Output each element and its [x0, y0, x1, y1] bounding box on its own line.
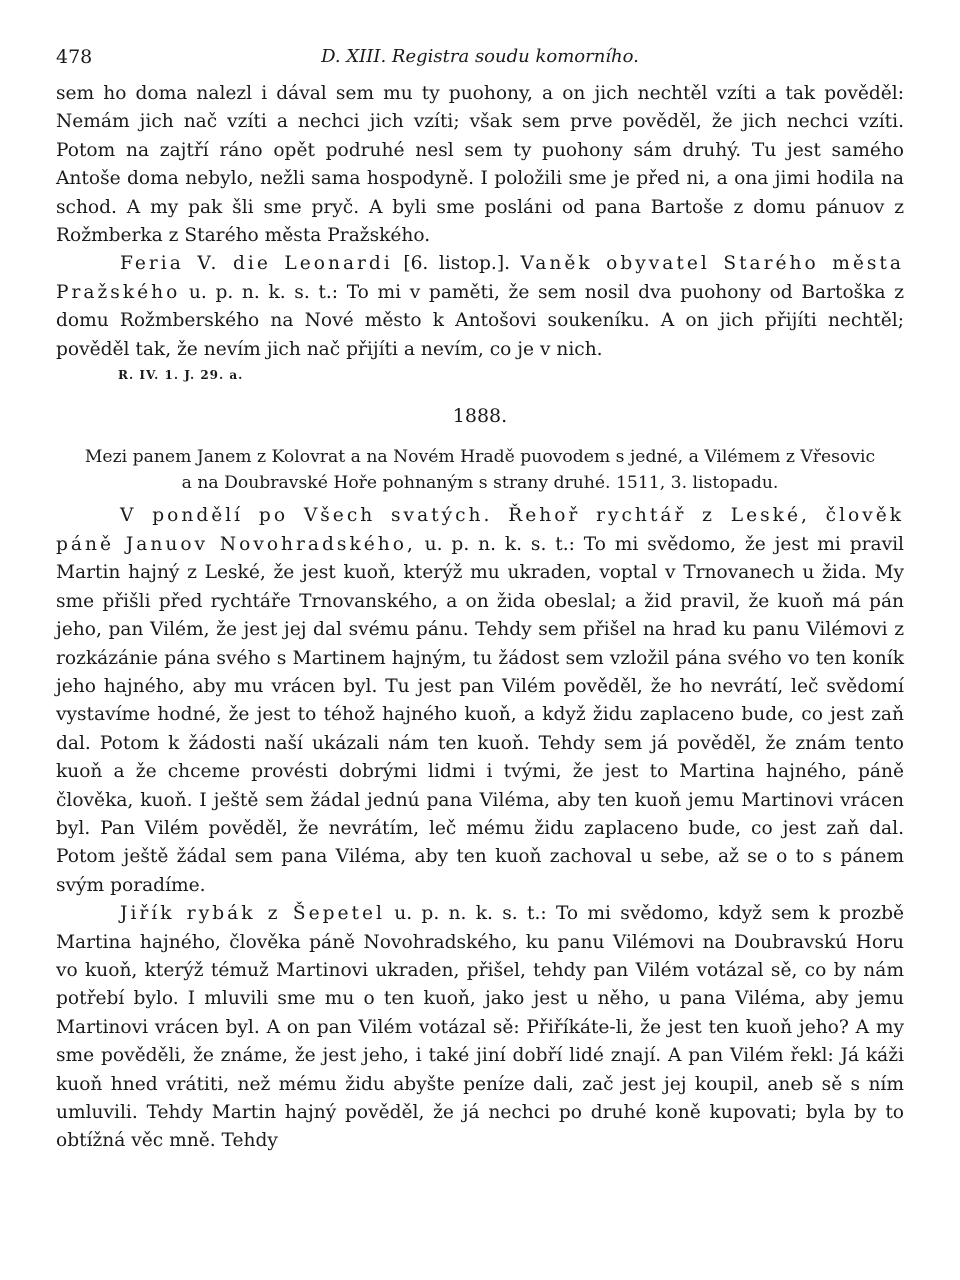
- page-header: [56, 40, 904, 80]
- regest-line: a na Doubravské Hoře pohnaným s strany druhé. 1511, 3. listopadu.: [181, 473, 779, 494]
- testimony-date: V pondělí po Všech svatých.: [120, 505, 493, 527]
- testimony-rehor: [56, 502, 904, 900]
- witness-name: Jiřík rybák z Šepetel: [120, 903, 385, 925]
- date-note: [6. listop.].: [392, 253, 521, 275]
- document-regest: [56, 444, 904, 496]
- testimony-vanek: [56, 250, 904, 364]
- document-number: 1888.: [452, 405, 508, 428]
- testimony-date: Feria V. die Leonardi: [120, 253, 393, 275]
- running-head: D. XIII. Registra soudu komorního.: [321, 46, 639, 67]
- body-text: [56, 80, 904, 1156]
- regest-line: Mezi panem Janem z Kolovrat a na Novém Hradě puovodem s jedné, a Vilémem z Vřesovic: [84, 447, 876, 468]
- testimony-text: u. p. n. k. s. t.: To mi v paměti, že sem nosil dva puohony od Bartoška z domu Rožmberského na Nové město k Antošovi soukeníku. A on jich přijíti nechtěl; pověděl tak, že nevím jich nač přijíti a nevím, co je v nich.: [56, 281, 904, 360]
- testimony-jirik: [56, 900, 904, 1156]
- document-page: [56, 40, 904, 1156]
- page-number: 478: [56, 46, 93, 68]
- witness-name: Vaněk obyvatel Starého města Pražského: [56, 253, 904, 303]
- witness-name: Řehoř rychtář z Leské, člověk páně Januov Novohradského,: [56, 505, 905, 555]
- source-reference: R. IV. 1. J. 29. a.: [118, 368, 244, 383]
- testimony-text: u. p. n. k. s. t.: To mi svědomo, že jest mi pravil Martin hajný z Leské, že jest kuoň, kterýž mu ukraden, voptal v Trnovanech u žida. My sme přišli před rychtáře Trnovanského, a on žida obeslal; a žid pravil, že kuoň má pán jeho, pan Vilém, že jest jej dal svému pánu. Tehdy sem přišel na hrad ku panu Vilémovi z rozkázánie pána svého s Martinem hajným, tu žádost sem vzložil pána svého vo ten koník jeho hajného, aby mu vrácen byl. Tu jest pan Vilém pověděl, že ho nevrátí, leč svědomí vystavíme hodné, že jest to téhož hajného kuoň, a když židu zaplaceno bude, co jest zaň dal. Potom k žádosti naší ukázali nám ten kuoň. Tehdy sem já pověděl, že znám tento kuoň a že chceme provésti dobrými lidmi i tvými, že jest to Martina hajného, páně člověka, kuoň. I ještě sem žádal jednú pana Viléma, aby ten kuoň jemu Martinovi vrácen byl. Pan Vilém pověděl, že nevrátím, leč mému židu zaplaceno bude, co jest zaň dal. Potom ještě žádal sem pana Viléma, aby ten kuoň zachoval u sebe, až se o to s pánem svým poradíme.: [56, 533, 905, 896]
- testimony-text: u. p. n. k. s. t.: To mi svědomo, když sem k prozbě Martina hajného, člověka páně Novohradského, ku panu Vilémovi na Doubravskú Horu vo kuoň, kterýž témuž Martinovi ukraden, přišel, tehdy pan Vilém votázal sě, co by nám potřebí bylo. I mluvili sme mu o ten kuoň, jako jest u něho, u pana Viléma, aby jemu Martinovi vrácen byl. A on pan Vilém votázal sě: Přiříkáte-li, že jest ten kuoň jeho? A my sme pověděli, že známe, že jest jeho, i také jiní dobří lidé znají. A pan Vilém řekl: Já káži kuoň hned vrátiti, než mému židu abyšte peníze dali, zač jest jej koupil, aneb sě s ním umluvili. Tehdy Martin hajný pověděl, že já nechci po druhé koně kupovati; byla by to obtížná věc mně. Tehdy: [56, 903, 904, 1152]
- continuation-paragraph: sem ho doma nalezl i dával sem mu ty puohony, a on jich nechtěl vzíti a tak pověděl: Nemám jich nač vzíti a nechci jich vzíti; však sem prve pověděl, že jich nechci vzíti. Potom na zajtří ráno opět podruhé nesl sem ty puohony sám druhý. Tu jest samého Antoše doma nebylo, nežli sama hospodyně. I položili sme je před ni, a ona jimi hodila na schod. A my pak šli sme pryč. A byli sme posláni od pana Bartoše z domu pánuov z Rožmberka z Starého města Pražského.: [56, 83, 904, 247]
